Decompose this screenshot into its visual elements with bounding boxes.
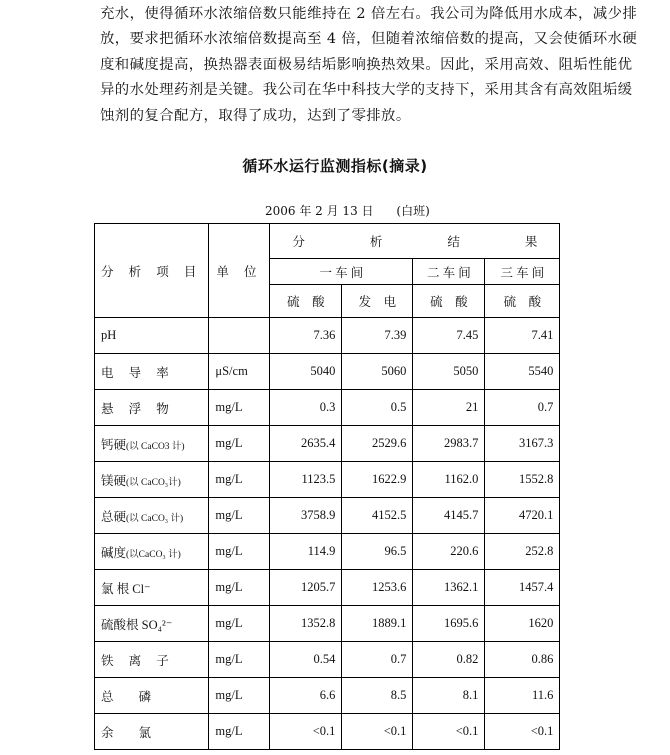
row-value: 8.5 (342, 678, 413, 714)
row-value: 7.36 (270, 318, 342, 354)
row-value: 5540 (485, 354, 560, 390)
row-value: 7.41 (485, 318, 560, 354)
row-value: 1205.7 (270, 570, 342, 606)
table-row (95, 390, 560, 426)
row-value: 4152.5 (342, 498, 413, 534)
row-value: 1457.4 (485, 570, 560, 606)
row-item: 硫酸根 SO₄²⁻ (95, 606, 209, 642)
table-row (95, 462, 560, 498)
row-item-note: (以CaCO₃ 计) (126, 549, 181, 560)
row-value: 114.9 (270, 534, 342, 570)
row-unit: mg/L (209, 462, 270, 498)
row-value: 1620 (485, 606, 560, 642)
row-value: 0.7 (342, 642, 413, 678)
row-value: 1622.9 (342, 462, 413, 498)
row-unit: mg/L (209, 426, 270, 462)
row-value: 1162.0 (413, 462, 485, 498)
row-item: 悬 浮 物 (95, 390, 209, 426)
header-workshop-1: 一 车 间 (270, 259, 413, 285)
row-item: 碱度(以CaCO₃ 计) (95, 534, 209, 570)
header-sub-column: 硫 酸 (413, 285, 485, 318)
paragraph-line: 度和碱度提高，换热器表面极易结垢影响换热效果。因此，采用高效、阻垢性能优 (100, 56, 633, 73)
header-analysis-result: 分 析 结 果 (270, 224, 560, 259)
row-value: 4720.1 (485, 498, 560, 534)
row-item: 余 氯 (95, 714, 209, 750)
table-row (95, 714, 560, 750)
row-unit (209, 318, 270, 354)
row-value: 1123.5 (270, 462, 342, 498)
row-value: 2529.6 (342, 426, 413, 462)
row-value: 3758.9 (270, 498, 342, 534)
header-sub-column: 发 电 (342, 285, 413, 318)
row-unit: mg/L (209, 642, 270, 678)
row-value: 7.45 (413, 318, 485, 354)
table-row (95, 606, 560, 642)
row-value: 1695.6 (413, 606, 485, 642)
table-row (95, 534, 560, 570)
monitoring-table (94, 223, 560, 750)
row-value: 1352.8 (270, 606, 342, 642)
row-item: 总硬(以 CaCO₃ 计) (95, 498, 209, 534)
row-item-note: (以 CaCO3 计) (126, 441, 185, 452)
row-unit: mg/L (209, 678, 270, 714)
table-row (95, 498, 560, 534)
row-value: 0.7 (485, 390, 560, 426)
row-value: 8.1 (413, 678, 485, 714)
row-value: <0.1 (413, 714, 485, 750)
row-item: pH (95, 318, 209, 354)
row-value: <0.1 (270, 714, 342, 750)
row-unit: mg/L (209, 714, 270, 750)
paragraph-line: 蚀剂的复合配方，取得了成功，达到了零排放。 (100, 107, 411, 124)
row-value: 2635.4 (270, 426, 342, 462)
row-value: 252.8 (485, 534, 560, 570)
row-unit: mg/L (209, 534, 270, 570)
row-value: 96.5 (342, 534, 413, 570)
table-row (95, 642, 560, 678)
row-value: 0.3 (270, 390, 342, 426)
header-sub-column: 硫 酸 (485, 285, 560, 318)
row-value: 0.54 (270, 642, 342, 678)
row-unit: mg/L (209, 606, 270, 642)
row-item-note: (以 CaCO₃计) (126, 477, 181, 488)
row-value: 0.82 (413, 642, 485, 678)
header-workshop-3: 三 车 间 (485, 259, 560, 285)
row-value: 0.5 (342, 390, 413, 426)
table-title: 循环水运行监测指标(摘录) (242, 157, 428, 175)
date-line: 2006 年 2 月 13 日 (白班) (265, 204, 430, 218)
table-row (95, 678, 560, 714)
row-item: 钙硬(以 CaCO3 计) (95, 426, 209, 462)
row-value: 3167.3 (485, 426, 560, 462)
row-value: 1552.8 (485, 462, 560, 498)
row-unit: mg/L (209, 498, 270, 534)
row-item: 电 导 率 (95, 354, 209, 390)
header-analysis-item: 分 析 项 目 (95, 224, 209, 318)
row-item: 氯 根 Cl⁻ (95, 570, 209, 606)
row-unit: μS/cm (209, 354, 270, 390)
paragraph-line: 充水，使得循环水浓缩倍数只能维持在 2 倍左右。我公司为降低用水成本，减少排 (100, 6, 638, 22)
row-item-note: (以 CaCO₃ 计) (126, 513, 184, 524)
row-value: 1889.1 (342, 606, 413, 642)
header-workshop-2: 二 车 间 (413, 259, 485, 285)
row-item: 铁 离 子 (95, 642, 209, 678)
paragraph-line: 放，要求把循环水浓缩倍数提高至 4 倍，但随着浓缩倍数的提高，又会使循环水硬 (100, 31, 638, 48)
row-value: 1362.1 (413, 570, 485, 606)
row-value: 6.6 (270, 678, 342, 714)
row-value: 5040 (270, 354, 342, 390)
row-value: 2983.7 (413, 426, 485, 462)
row-value: 220.6 (413, 534, 485, 570)
row-value: 7.39 (342, 318, 413, 354)
row-item: 镁硬(以 CaCO₃计) (95, 462, 209, 498)
row-value: <0.1 (485, 714, 560, 750)
row-unit: mg/L (209, 570, 270, 606)
row-value: 5050 (413, 354, 485, 390)
body-paragraph (100, 2, 638, 129)
row-unit: mg/L (209, 390, 270, 426)
row-value: 11.6 (485, 678, 560, 714)
paragraph-line: 异的水处理药剂是关键。我公司在华中科技大学的支持下，采用其含有高效阻垢缓 (100, 82, 633, 99)
table-row (95, 354, 560, 390)
header-sub-column: 硫 酸 (270, 285, 342, 318)
row-value: 0.86 (485, 642, 560, 678)
table-row (95, 570, 560, 606)
row-value: <0.1 (342, 714, 413, 750)
header-unit: 单 位 (209, 224, 270, 318)
row-value: 21 (413, 390, 485, 426)
row-value: 5060 (342, 354, 413, 390)
row-value: 4145.7 (413, 498, 485, 534)
row-item: 总 磷 (95, 678, 209, 714)
table-row (95, 318, 560, 354)
table-row (95, 426, 560, 462)
row-value: 1253.6 (342, 570, 413, 606)
